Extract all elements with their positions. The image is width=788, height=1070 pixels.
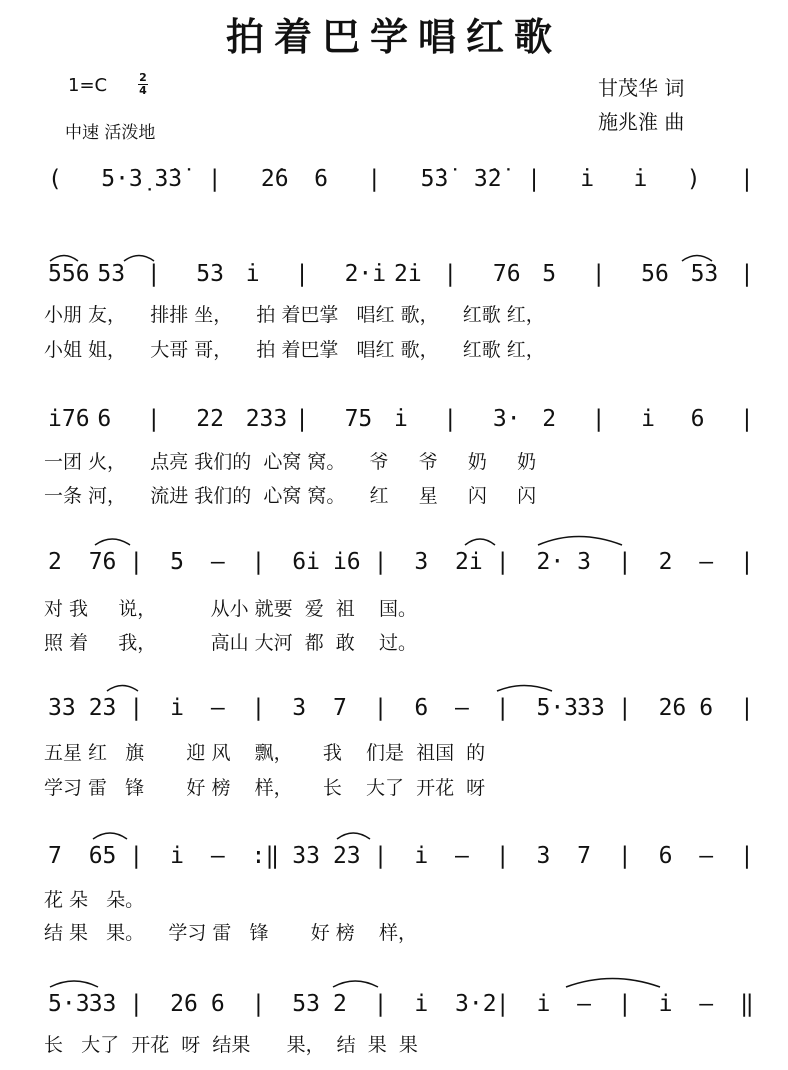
barline: | [367,166,382,192]
note-group: 7 [577,843,592,869]
lyric-line: 花 朵 朵。 [44,889,145,911]
barline: | [373,843,388,869]
lyric-line: 长 大了 开花 呀 结果 果， 结 果 果 [44,1034,418,1056]
note-group: 53 [97,261,126,287]
note-group: 3 [292,695,307,721]
lyric-line: 小朋 友， 排排 坐， 拍 着巴掌 唱红 歌， 红歌 红， [44,304,545,326]
note-group: 26 [170,991,198,1017]
barline: | [207,166,222,192]
note-group: i [170,695,184,721]
barline: | [146,406,161,432]
lyricist-credit: 甘茂华 词 [598,76,685,100]
note-group: 23 [88,695,117,721]
lyric-line: 结 果 果。 学习 雷 锋 好 榜 样， [44,922,417,944]
barline: | [740,406,754,432]
note-group: — [210,695,225,721]
note-group: 26 [658,695,687,721]
composer-credit: 施兆淮 曲 [598,110,685,134]
note-group: — [699,991,714,1017]
notation-row [0,691,788,725]
barline: | [495,549,510,575]
lyric-line: 学习 雷 锋 好 榜 样， 长 大了 开花 呀 [44,777,486,799]
note-group: 5·3 [48,991,90,1017]
lyric-line: 一团 火， 点亮 我们的 心窝 窝。 爷 爷 奶 奶 [44,451,537,473]
note-group: 23 [332,843,361,869]
notation-row [0,987,788,1021]
note-group: 6i [292,549,320,575]
note-group: 33 [292,843,320,869]
note-group: 53 [196,261,224,287]
barline: | [617,549,632,575]
note-group: 6 [658,843,673,869]
note-group: 2i̇ [394,261,422,287]
note-group: 3 [414,549,429,575]
note-group: — [699,843,714,869]
barline: | [129,991,144,1017]
note-group: — [210,549,225,575]
note-group: 5 [542,261,557,287]
barline: | [617,843,632,869]
barline: | [129,549,144,575]
note-group: 33 [577,695,605,721]
note-group: — [577,991,592,1017]
note-group: 75 [344,406,373,432]
barline: ‖ [740,991,754,1017]
note-group: 6 [97,406,112,432]
barline: | [617,695,632,721]
note-group: 2 [332,991,347,1017]
barline: | [740,261,754,287]
barline: | [617,991,632,1017]
song-title: 拍着巴学唱红歌 [225,14,562,59]
barline: | [251,991,266,1017]
note-group: 33 [48,695,76,721]
note-group: 6 [314,166,328,192]
notation-row [0,545,788,579]
barline: | [591,406,606,432]
note-group: i̇ [245,261,260,287]
barline: | [129,695,144,721]
note-group: i [658,991,673,1017]
note-group: i̇ [580,166,595,192]
lyric-line: 五星 红 旗 迎 风 飘， 我 们是 祖国 的 [44,742,486,764]
barline: | [129,843,144,869]
barline: | [251,695,266,721]
slur [538,537,622,546]
note-group: 7 [48,843,62,869]
barline: | [373,695,388,721]
barline: | [443,406,458,432]
note-group: — [455,843,469,869]
note-group: 2· [536,549,565,575]
note-group: i [641,406,655,432]
notation-row [0,839,788,873]
note-group: 2 [658,549,673,575]
note-group: — [210,843,225,869]
notation-row [0,162,788,196]
note-group: 3 [536,843,551,869]
note-group: i [414,843,429,869]
barline: :‖ [251,843,280,869]
note-group: 2 [48,549,62,575]
barline: | [495,991,510,1017]
barline: | [495,695,510,721]
note-group: 53 [292,991,320,1017]
note-group: 6 [690,406,705,432]
note-group: i [536,991,551,1017]
note-group: 76 [88,549,117,575]
note-group: ) [686,166,701,192]
tempo-marking: 中速 活泼地 [65,123,156,143]
note-group: — [699,549,714,575]
note-group: 65 [88,843,117,869]
key-signature: 1=C [68,75,108,96]
barline: | [495,843,510,869]
barline: | [295,261,309,287]
barline: | [295,406,309,432]
note-group: 556 [48,261,90,287]
note-group: 2·i̇ [344,261,387,287]
note-group: 2̇6 [260,166,289,192]
note-group: i̇ [394,406,408,432]
barline: | [373,549,388,575]
note-group: 5 [170,549,184,575]
lyric-line: 照 着 我， 高山 大河 都 敢 过。 [44,632,417,654]
note-group: 22 [196,406,224,432]
note-group: 76 [492,261,521,287]
note-group: 2i [455,549,483,575]
barline: | [146,261,161,287]
lyric-line: 对 我 说， 从小 就要 爱 祖 国。 [44,598,417,620]
barline: | [740,166,754,192]
time-signature [138,72,148,97]
note-group: 7 [332,695,347,721]
note-group: 5·3 [536,695,579,721]
notation-row [0,257,788,291]
note-group: 2 [542,406,557,432]
note-group: 6 [414,695,429,721]
note-group: i [170,843,184,869]
note-group: 6 [210,991,225,1017]
note-group: i6 [332,549,361,575]
time-signature-top: 2 [139,71,147,84]
lyric-line: 一条 河， 流进 我们的 心窝 窝。 红 星 闪 闪 [44,485,537,507]
notation-row [0,402,788,436]
barline: | [740,549,754,575]
note-group: 3 [577,549,592,575]
note-group: 233 [245,406,288,432]
note-group: — [455,695,469,721]
note-group: 3̇2̇ [473,166,502,192]
note-group: i [414,991,429,1017]
time-signature-bottom: 4 [139,84,147,97]
barline: | [740,843,754,869]
lyric-line: 小姐 姐， 大哥 哥， 拍 着巴掌 唱红 歌， 红歌 红， [44,339,545,361]
note-group: 56 [641,261,669,287]
slur [566,979,660,988]
note-group: 5̇3̇ [420,166,449,192]
note-group: 33 [88,991,117,1017]
note-group: 3̇3̇ [154,166,183,192]
barline: | [251,549,266,575]
barline: | [591,261,606,287]
barline: | [373,991,388,1017]
note-group: i̇ [633,166,648,192]
barline: | [527,166,541,192]
note-group: 3· [492,406,521,432]
note-group: 5·3̣ [101,166,143,192]
note-group: 3·2 [455,991,497,1017]
barline: | [740,695,754,721]
note-group: i76 [48,406,90,432]
note-group: 53 [690,261,719,287]
note-group: ( [48,166,62,192]
note-group: 6 [699,695,714,721]
barline: | [443,261,458,287]
